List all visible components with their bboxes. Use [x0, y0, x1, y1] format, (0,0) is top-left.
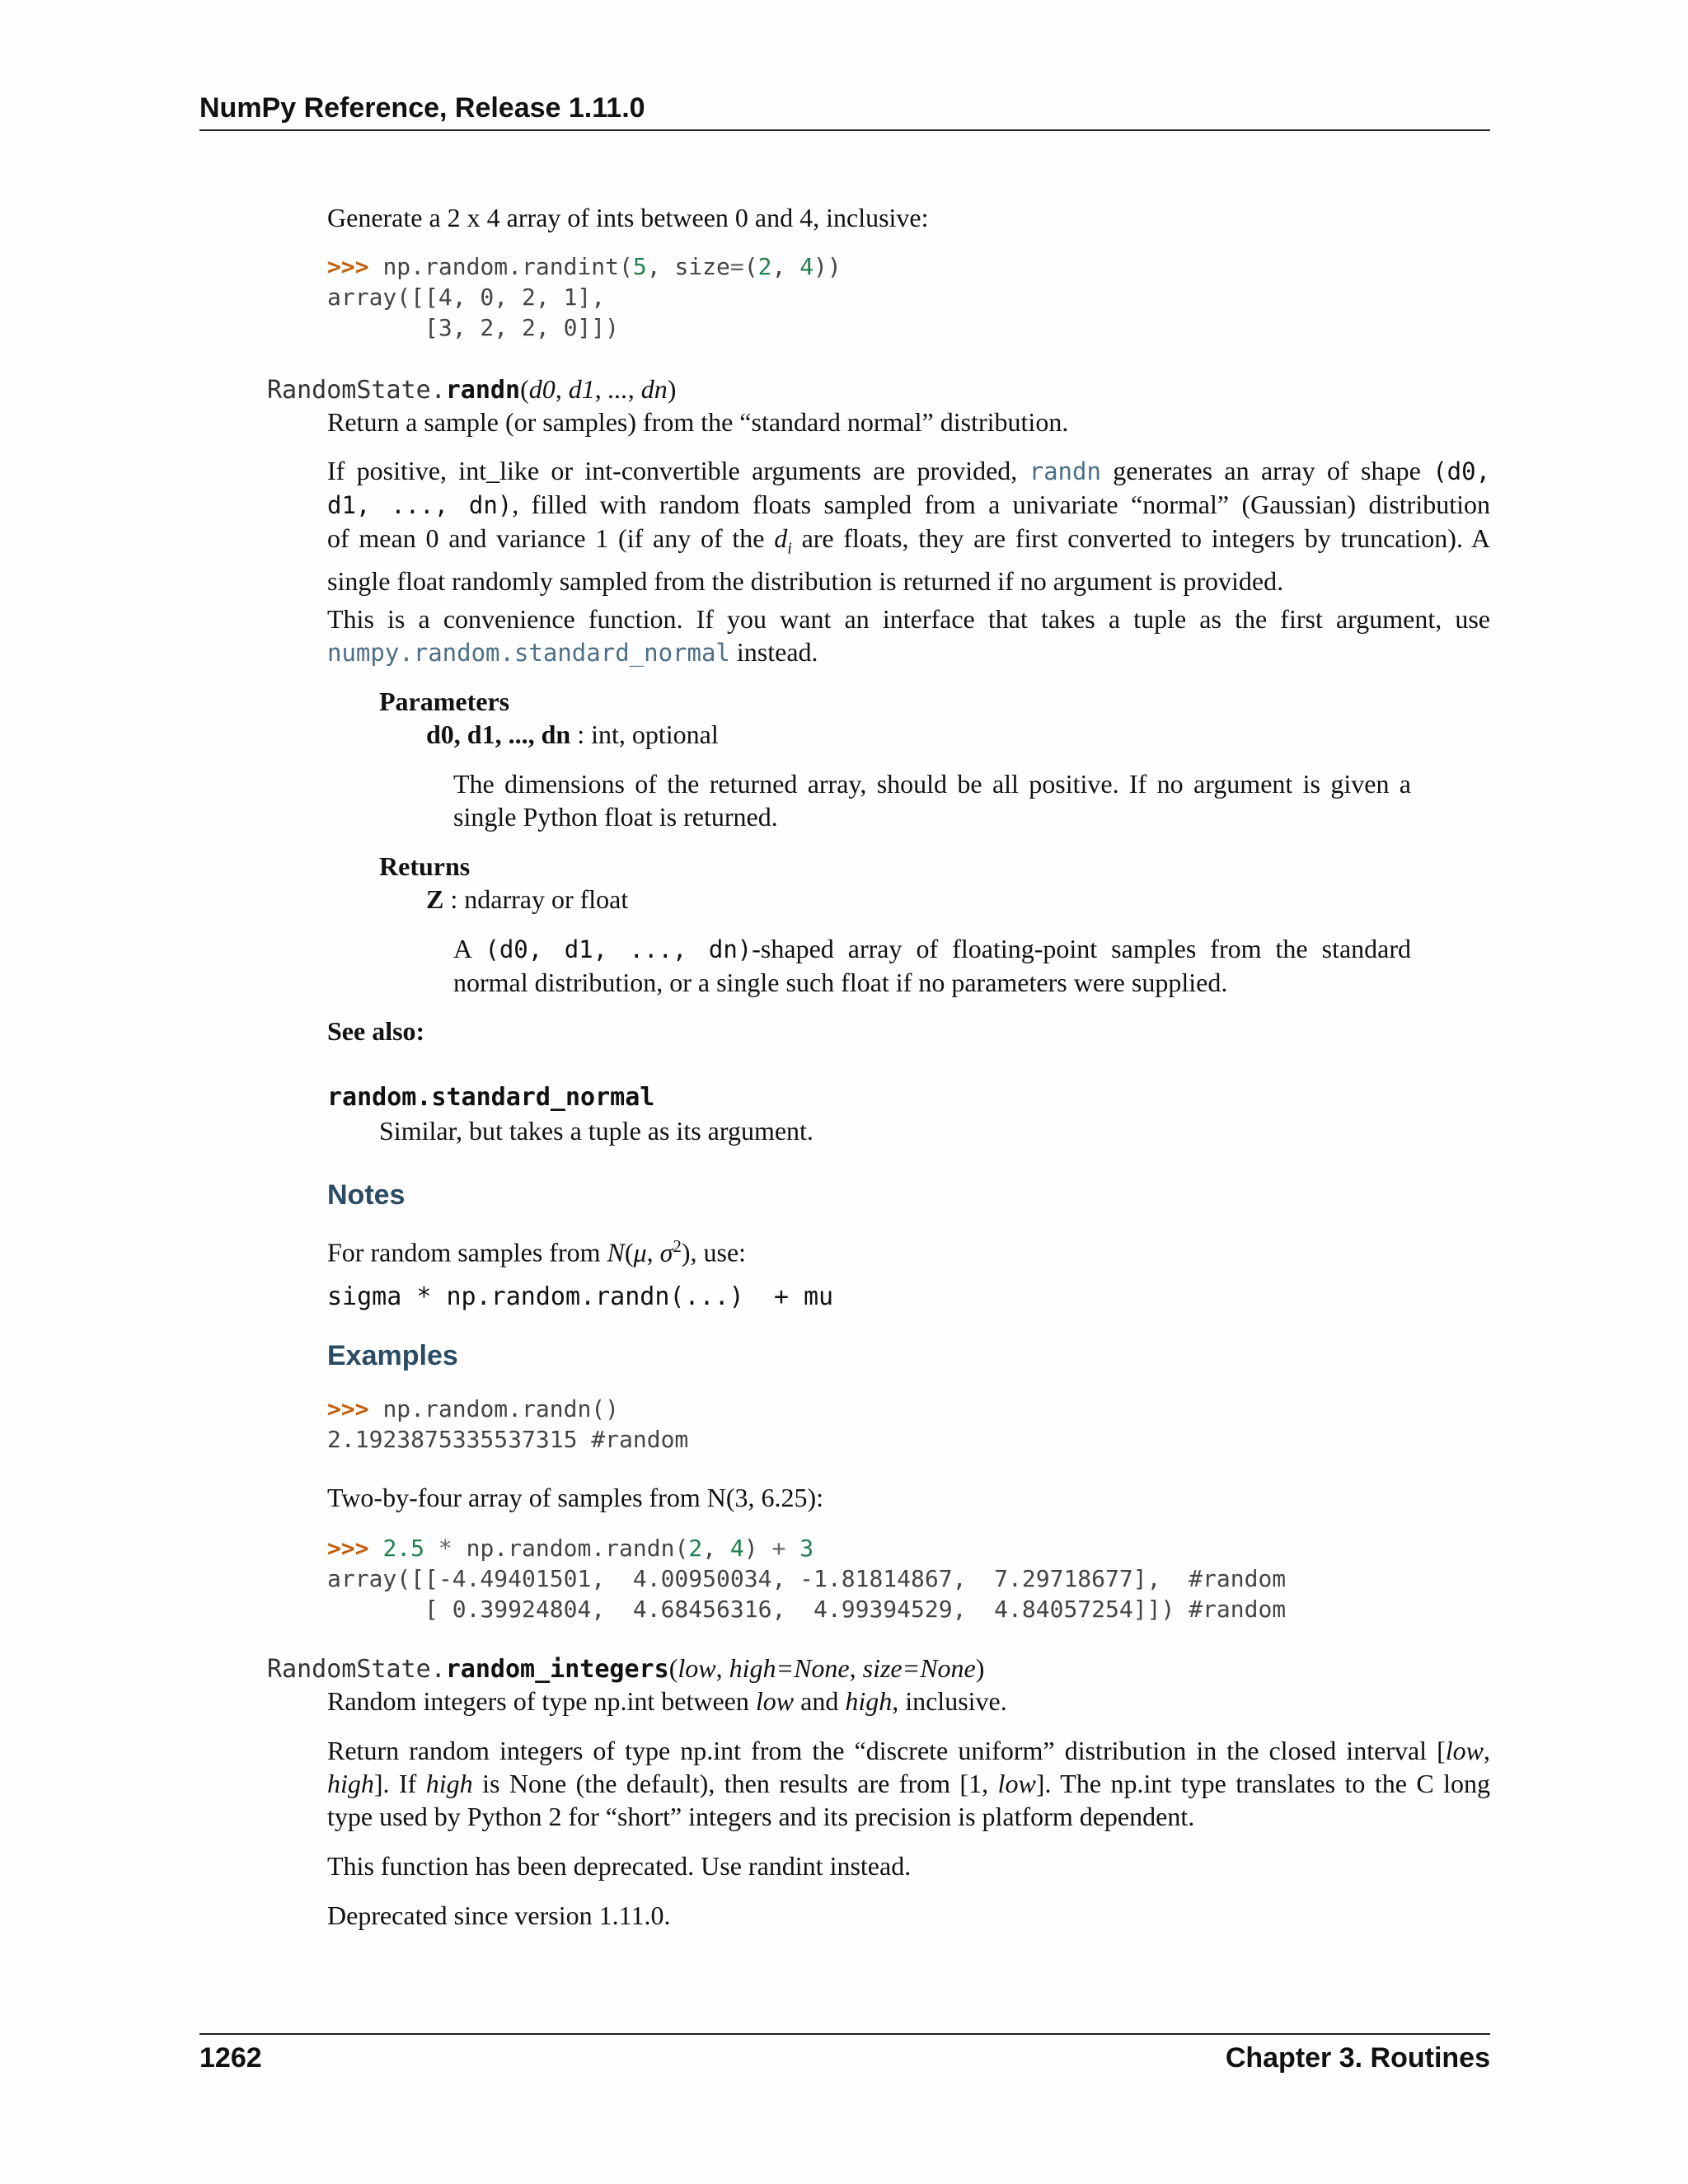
desc-line: type used by Python 2 for “short” integers and its precision is platform dependent. — [327, 1802, 1195, 1831]
parameters-label: Parameters — [379, 687, 510, 716]
randn-description — [327, 454, 1490, 598]
see-also-description: Similar, but takes a tuple as its argument. — [379, 1116, 814, 1146]
returns-label: Returns — [379, 851, 471, 881]
convenience-line: This is a convenience function. If you want an interface that takes a tuple as the first argument, use — [327, 604, 1490, 634]
chapter-title: Chapter 3. Routines — [1225, 2042, 1490, 2074]
randn-summary: Return a sample (or samples) from the “standard normal” distribution. — [327, 407, 1069, 437]
deprecation-note: This function has been deprecated. Use randint instead. — [327, 1851, 912, 1881]
random-integers-summary: Random integers of type np.int between low and high, inclusive. — [327, 1686, 1007, 1716]
convenience-line: numpy.random.standard_normal instead. — [327, 637, 818, 667]
standard-normal-link[interactable]: numpy.random.standard_normal — [327, 639, 730, 667]
randn-link[interactable]: randn — [1029, 457, 1101, 485]
desc-line: high]. If high is None (the default), then results are from [1, low]. The np.int type translates to the C long — [327, 1769, 1491, 1798]
notes-heading: Notes — [327, 1179, 406, 1211]
examples-text: Two-by-four array of samples from N(3, 6.25): — [327, 1483, 824, 1512]
parameter-description: The dimensions of the returned array, should be all positive. If no argument is given a single Python float is returned. — [453, 769, 1411, 832]
intro-code-block — [327, 251, 842, 343]
code-output-line: array([[4, 0, 2, 1], — [327, 284, 606, 311]
code-line: >>> np.random.randn() — [327, 1395, 620, 1422]
randn-function-name: randn — [445, 376, 521, 405]
page-number: 1262 — [199, 2042, 262, 2074]
desc-line: If positive, int_like or int-convertible arguments are provided, randn generates an array of shape (d0, — [327, 456, 1491, 485]
notes-code: sigma * np.random.randn(...) + mu — [327, 1282, 834, 1311]
examples-heading: Examples — [327, 1340, 458, 1371]
code-output-line: [ 0.39924804, 4.68456316, 4.99394529, 4.84057254]]) #random — [327, 1596, 1287, 1623]
code-line: >>> 2.5 * np.random.randn(2, 4) + 3 — [327, 1535, 814, 1562]
desc-line: d1, ..., dn), filled with random floats sampled from a univariate “normal” (Gaussian) distribution — [327, 490, 1491, 519]
random-integers-description — [327, 1734, 1490, 1833]
returns-description: A (d0, d1, ..., dn)-shaped array of floating-point samples from the standard normal distribution, or a single such float if no parameters were supplied. — [453, 934, 1412, 997]
desc-line: single float randomly sampled from the distribution is returned if no argument is provided. — [327, 566, 1284, 597]
notes-text: For random samples from N(μ, $\sigma^2$), use: — [327, 1236, 747, 1268]
random-integers-signature: RandomState.random_integers(low, high=None, size=None) — [267, 1653, 985, 1684]
example-code-block-1 — [327, 1394, 688, 1455]
returns-entry: Z : ndarray or float — [426, 884, 629, 914]
parameter-entry: d0, d1, ..., dn : int, optional — [426, 719, 719, 749]
code-output-line: [3, 2, 2, 0]]) — [327, 314, 620, 341]
desc-line: of mean 0 and variance 1 (if any of the $d_i$ are floats, they are first converted to integers by truncation). A — [327, 523, 1491, 558]
footer-rule — [199, 2033, 1490, 2035]
see-also-label: See also: — [327, 1016, 425, 1046]
code-output-line: 2.1923875335537315 #random — [327, 1426, 689, 1453]
desc-line: Return random integers of type np.int from the “discrete uniform” distribution in the closed interval [low, — [327, 1736, 1490, 1765]
random-integers-function-name: random_integers — [445, 1655, 669, 1684]
header-rule — [199, 129, 1490, 131]
running-header: NumPy Reference, Release 1.11.0 — [199, 92, 645, 124]
code-line: >>> np.random.randint(5, size=(2, 4)) — [327, 253, 842, 280]
see-also-item[interactable]: random.standard_normal — [327, 1083, 655, 1112]
example-code-block-2 — [327, 1533, 1286, 1624]
intro-text: Generate a 2 x 4 array of ints between 0 and 4, inclusive: — [327, 203, 929, 232]
randn-convenience — [327, 602, 1490, 669]
randn-signature: RandomState.randn(d0, d1, ..., dn) — [267, 374, 677, 405]
code-output-line: array([[-4.49401501, 4.00950034, -1.81814867, 7.29718677], #random — [327, 1565, 1287, 1592]
deprecated-since: Deprecated since version 1.11.0. — [327, 1900, 671, 1930]
